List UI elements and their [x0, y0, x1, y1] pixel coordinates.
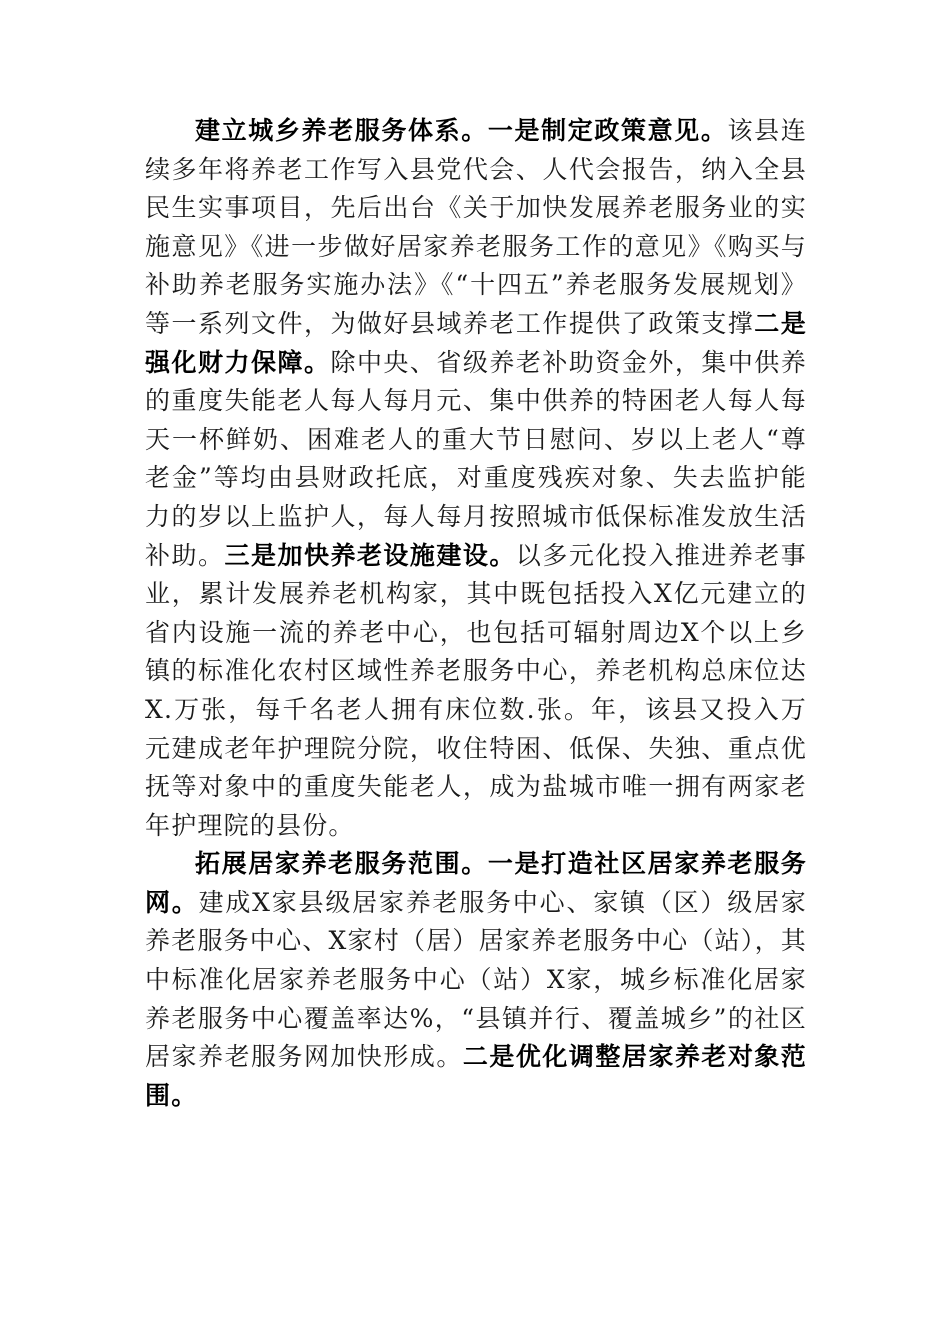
body-text: 建成X家县级居家养老服务中心、家镇（区）级居家养老服务中心、X家村（居）居家养老服务中心（站），其中标准化居家养老服务中心（站）X家，城乡标准化居家养老服务中心覆盖率达%，“县镇并行、覆盖城乡”的社区居家养老服务网加快形成。 — [145, 887, 807, 1072]
subsection-heading: 二是强化财力保障。 — [145, 308, 807, 377]
section-heading: 建立城乡养老服务体系。一是制定政策意见。 — [195, 116, 728, 145]
body-text: 除中央、省级养老补助资金外，集中供养的重度失能老人每人每月元、集中供养的特困老人每人每天一杯鲜奶、困难老人的重大节日慰问、岁以上老人“尊老金”等均由县财政托底，对重度残疾对象、失去监护能力的岁以上监护人，每人每月按照城市低保标准发放生活补助。 — [145, 347, 808, 570]
section-heading: 拓展居家养老服务范围。一是打造社区居家养老服务网。 — [145, 849, 807, 917]
subsection-heading: 二是优化调整居家养老对象范围。 — [145, 1042, 807, 1110]
paragraph-home-care-scope — [145, 845, 807, 1115]
paragraph-urban-rural-elderly-care-system — [145, 112, 807, 845]
body-text: 该县连续多年将养老工作写入县党代会、人代会报告，纳入全县民生实事项目，先后出台《关于加快发展养老服务业的实施意见》《进一步做好居家养老服务工作的意见》《购买与补助养老服务实施办法》《“十四五”养老服务发展规划》等一系列文件，为做好县域养老工作提供了政策支撑 — [145, 116, 807, 338]
document-body — [145, 112, 807, 1115]
body-text: 以多元化投入推进养老事业，累计发展养老机构家，其中既包括投入X亿元建立的省内设施一流的养老中心，也包括可辐射周边X个以上乡镇的标准化农村区域性养老服务中心，养老机构总床位达X.万张，每千名老人拥有床位数.张。年，该县又投入万元建成老年护理院分院，收住特困、低保、失独、重点优抚等对象中的重度失能老人，成为盐城市唯一拥有两家老年护理院的县份。 — [145, 540, 808, 840]
subsection-heading: 三是加快养老设施建设。 — [224, 540, 516, 570]
